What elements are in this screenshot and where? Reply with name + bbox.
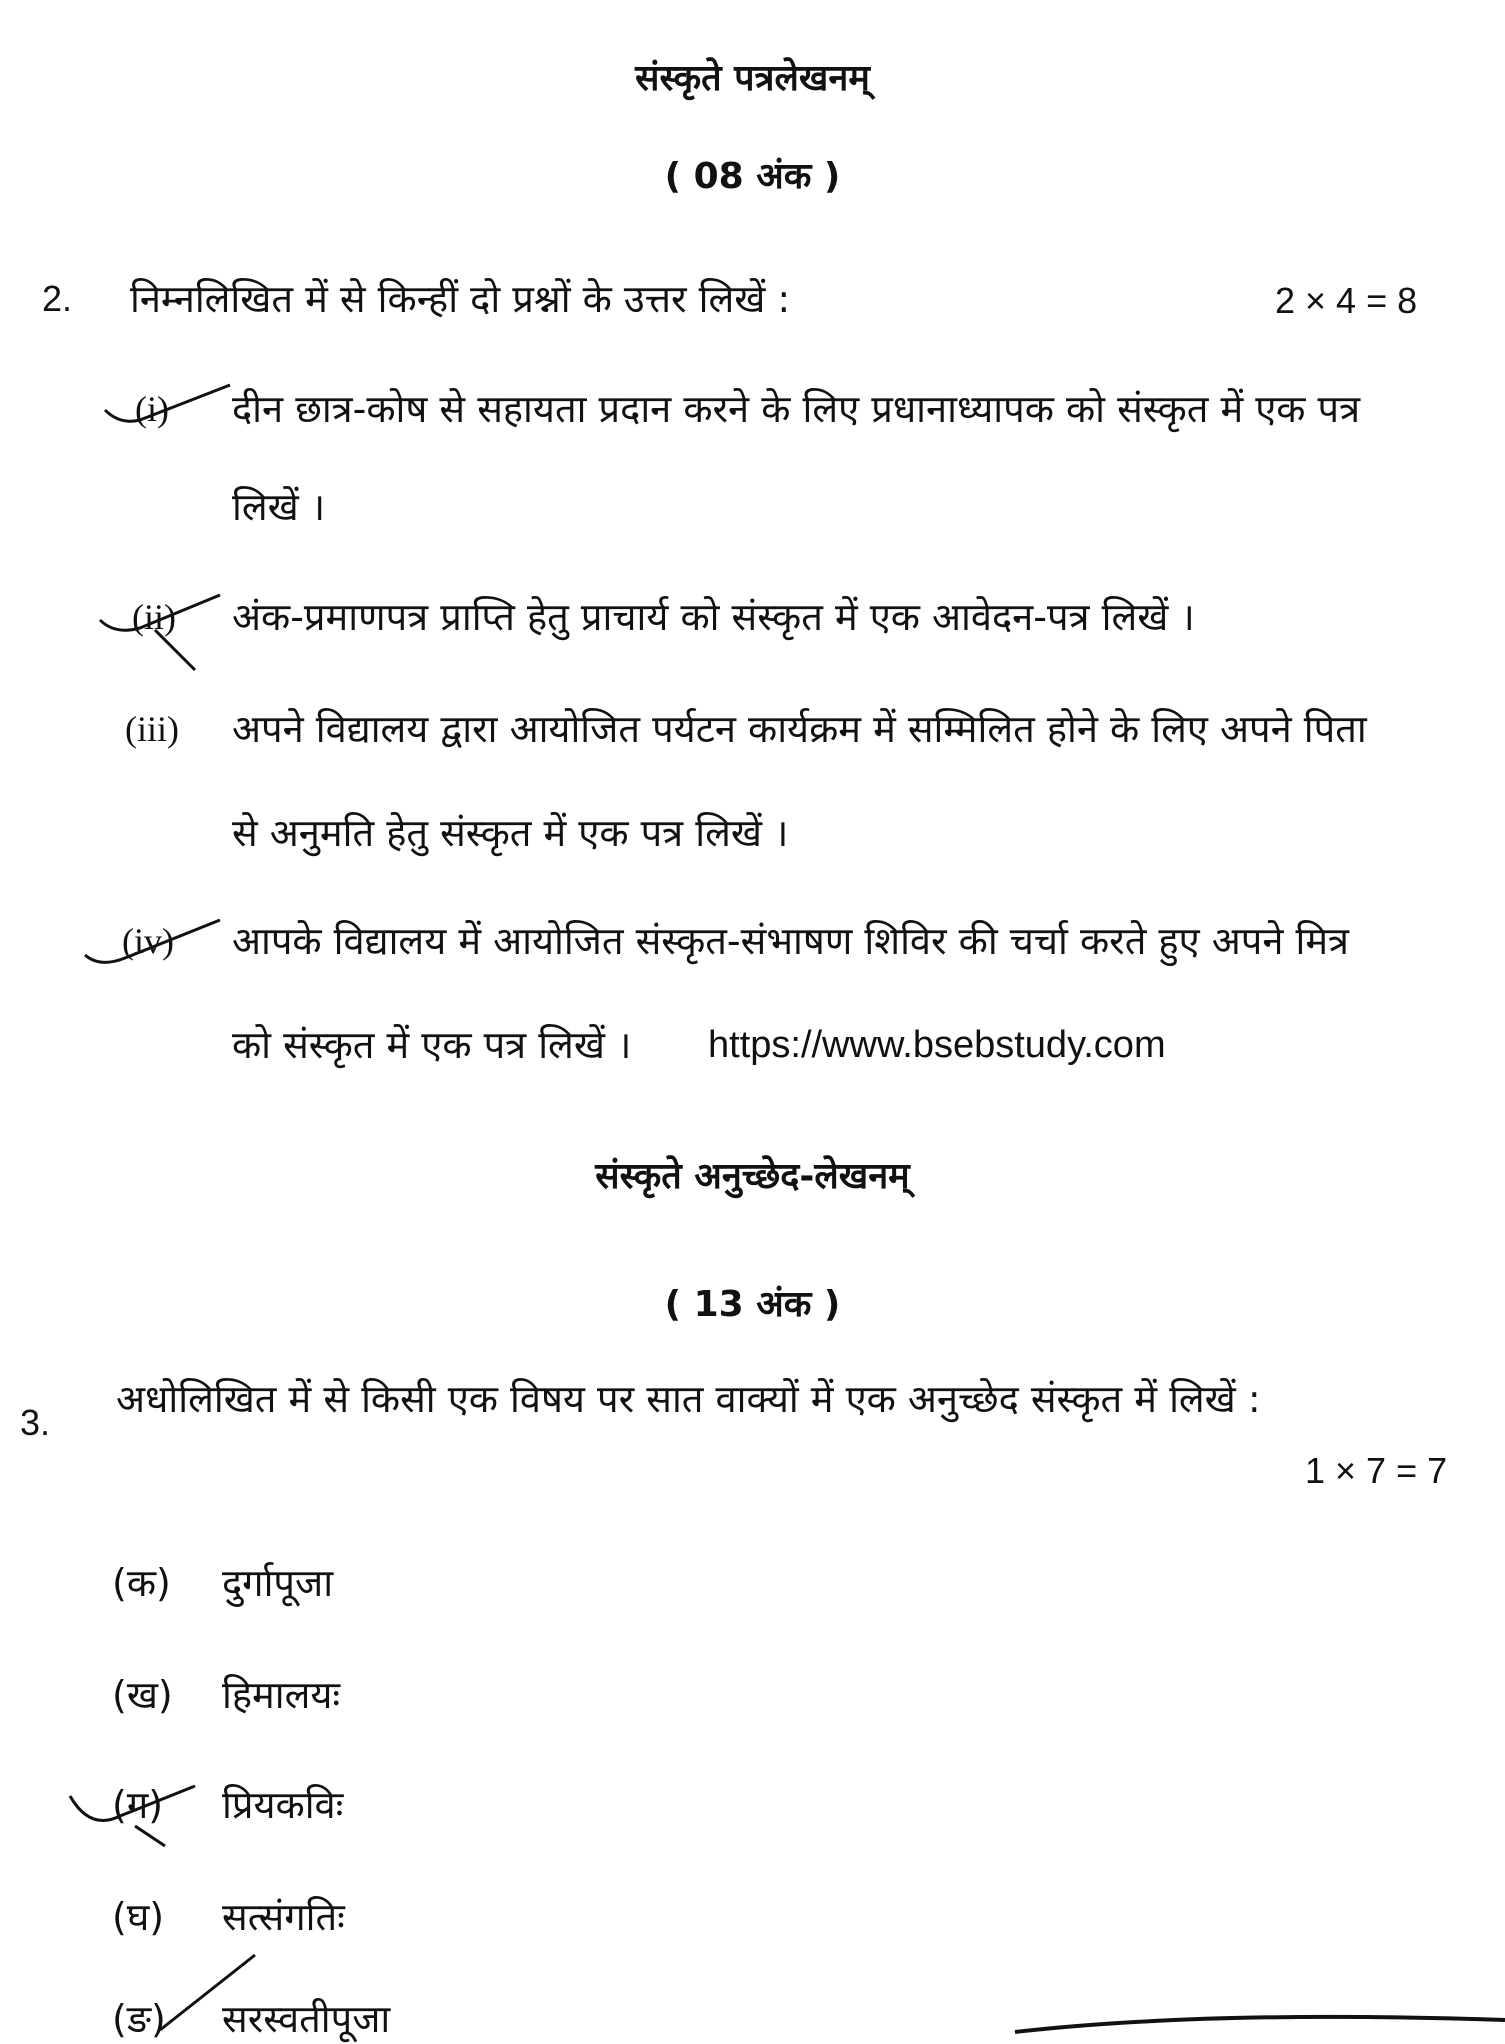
item-label: (i) — [135, 389, 169, 429]
option-label: (ख) — [112, 1673, 173, 1717]
question-number: 3. — [20, 1402, 51, 1443]
section-marks: ( 08 अंक ) — [664, 156, 841, 197]
handwritten-tick-icon — [95, 590, 235, 670]
question-text: निम्नलिखित में से किन्हीं दो प्रश्नों के उत्तर लिखें : — [130, 277, 791, 321]
option-label: (ग) — [112, 1783, 164, 1827]
question-score: 2 × 4 = 8 — [1275, 280, 1418, 321]
question-score: 1 × 7 = 7 — [1305, 1450, 1448, 1491]
item-text-line: अपने विद्यालय द्वारा आयोजित पर्यटन कार्यक्रम में सम्मिलित होने के लिए अपने पिता — [232, 707, 1367, 751]
handwritten-tick-icon — [100, 380, 240, 440]
question-number: 2. — [42, 278, 73, 319]
option-text: दुर्गापूजा — [222, 1561, 334, 1605]
section-title-paragraph-writing: संस्कृते अनुच्छेद-लेखनम् — [595, 1156, 910, 1197]
handwritten-tick-icon — [65, 1776, 205, 1846]
item-label: (iii) — [125, 709, 179, 749]
item-text-line: लिखें । — [232, 485, 326, 529]
option-label: (घ) — [112, 1895, 165, 1939]
option-text: सरस्वतीपूजा — [222, 1997, 391, 2041]
option-text: सत्संगतिः — [222, 1895, 345, 1939]
handwritten-tick-icon — [80, 910, 230, 970]
item-text-line: अंक-प्रमाणपत्र प्राप्ति हेतु प्राचार्य को संस्कृत में एक आवेदन-पत्र लिखें । — [232, 595, 1195, 639]
option-label: (ङ) — [112, 1997, 166, 2041]
section-title-letter-writing: संस्कृते पत्रलेखनम् — [635, 58, 870, 99]
item-text-line: दीन छात्र-कोष से सहायता प्रदान करने के लिए प्रधानाध्यापक को संस्कृत में एक पत्र — [232, 387, 1361, 431]
item-label: (ii) — [132, 597, 176, 637]
handwritten-stroke — [1010, 2000, 1505, 2040]
question-text: अधोलिखित में से किसी एक विषय पर सात वाक्यों में एक अनुच्छेद संस्कृत में लिखें : — [116, 1377, 1261, 1421]
item-text-line: आपके विद्यालय में आयोजित संस्कृत-संभाषण शिविर की चर्चा करते हुए अपने मित्र — [232, 919, 1350, 963]
option-text: प्रियकविः — [222, 1783, 344, 1827]
handwritten-tick-icon — [150, 1950, 260, 2040]
item-label: (iv) — [122, 921, 174, 961]
option-text: हिमालयः — [222, 1673, 341, 1717]
item-text-line: को संस्कृत में एक पत्र लिखें । — [232, 1023, 632, 1067]
item-text-line: से अनुमति हेतु संस्कृत में एक पत्र लिखें । — [232, 811, 789, 855]
source-url: https://www.bsebstudy.com — [708, 1024, 1166, 1066]
section-marks: ( 13 अंक ) — [664, 1284, 841, 1325]
option-label: (क) — [112, 1561, 171, 1605]
